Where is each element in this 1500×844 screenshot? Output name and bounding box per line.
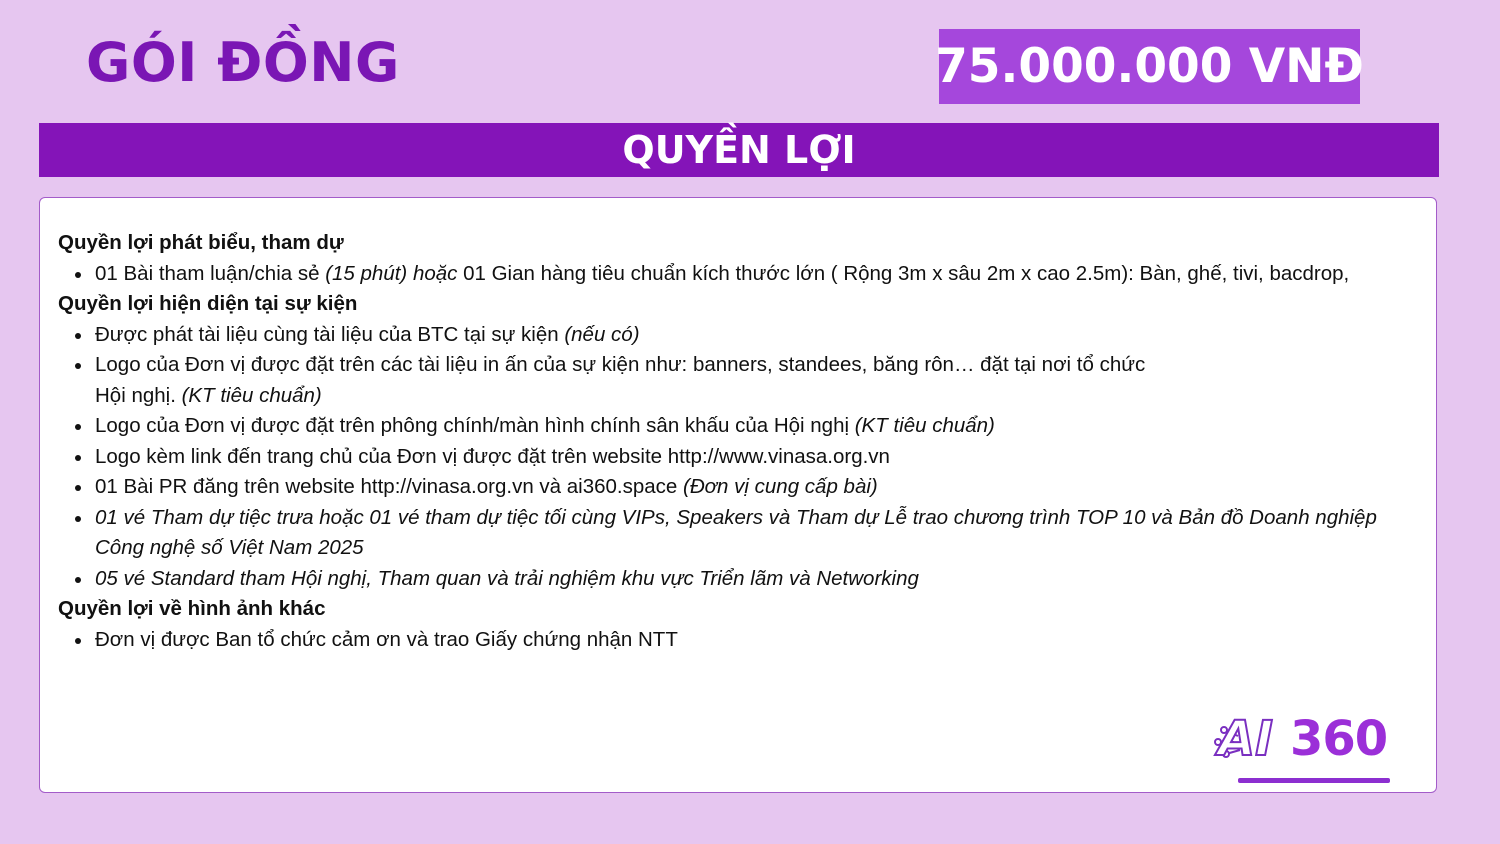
group-heading-image: Quyền lợi về hình ảnh khác <box>58 597 326 620</box>
list-item <box>95 564 1437 595</box>
benefit-text: Logo của Đơn vị được đặt trên các tài liệu in ấn của sự kiện như: banners, standees, băng rôn… đặt tại nơi tổ chức <box>95 353 1146 376</box>
benefit-text: Logo kèm link đến trang chủ của Đơn vị được đặt trên website http://www.vinasa.org.vn <box>95 444 890 468</box>
list-item <box>95 625 1437 656</box>
benefit-text: 01 Bài PR đăng trên website http://vinasa.org.vn và ai360.space <box>95 475 684 498</box>
logo-text-ai: AI <box>1218 711 1274 767</box>
list-item <box>95 472 1437 503</box>
benefit-list-speaking <box>58 259 1437 290</box>
list-item <box>95 350 1437 411</box>
benefit-note: (nếu có) <box>564 322 640 346</box>
benefit-note: (15 phút) hoặc <box>325 261 458 285</box>
logo-underline <box>1238 778 1390 783</box>
list-item <box>95 320 1437 351</box>
benefit-note: (Đơn vị cung cấp bài) <box>683 475 878 498</box>
list-item <box>95 503 1437 564</box>
benefit-text: 01 vé Tham dự tiệc trưa hoặc 01 vé tham dự tiệc tối cùng VIPs, Speakers và Tham dự Lễ trao chương trình TOP 10 và Bản đồ Doanh nghiệp <box>95 505 1377 529</box>
benefit-note: (KT tiêu chuẩn) <box>181 383 322 407</box>
group-heading-presence: Quyền lợi hiện diện tại sự kiện <box>58 292 358 315</box>
section-title: QUYỀN LỢI <box>39 123 1439 177</box>
benefit-text-continuation: Công nghệ số Việt Nam 2025 <box>95 536 364 559</box>
benefit-text: 05 vé Standard tham Hội nghị, Tham quan và trải nghiệm khu vực Triển lãm và Networking <box>95 566 919 590</box>
list-item <box>95 259 1437 290</box>
list-item <box>95 411 1437 442</box>
benefits-content <box>58 228 1437 655</box>
benefits-panel <box>39 197 1437 793</box>
benefit-text: Logo của Đơn vị được đặt trên phông chính/màn hình chính sân khấu của Hội nghị <box>95 414 855 437</box>
benefit-text: Được phát tài liệu cùng tài liệu của BTC tại sự kiện <box>95 322 565 346</box>
group-heading-speaking: Quyền lợi phát biểu, tham dự <box>58 231 344 254</box>
benefit-text: 01 Bài tham luận/chia sẻ <box>95 261 326 285</box>
price-badge: 75.000.000 VNĐ <box>939 29 1360 104</box>
logo-text-360: 360 <box>1290 711 1388 767</box>
benefit-list-image <box>58 625 1437 656</box>
benefit-text: 01 Gian hàng tiêu chuẩn kích thước lớn ( Rộng 3m x sâu 2m x cao 2.5m): Bàn, ghế, tivi, bacdrop, <box>457 261 1350 285</box>
benefit-list-presence <box>58 320 1437 595</box>
package-title: GÓI ĐỒNG <box>86 31 400 94</box>
list-item <box>95 442 1437 473</box>
benefit-text: Đơn vị được Ban tổ chức cảm ơn và trao Giấy chứng nhận NTT <box>95 627 678 651</box>
benefit-note: (KT tiêu chuẩn) <box>854 414 995 437</box>
benefit-text-continuation: Hội nghị. <box>95 383 182 407</box>
